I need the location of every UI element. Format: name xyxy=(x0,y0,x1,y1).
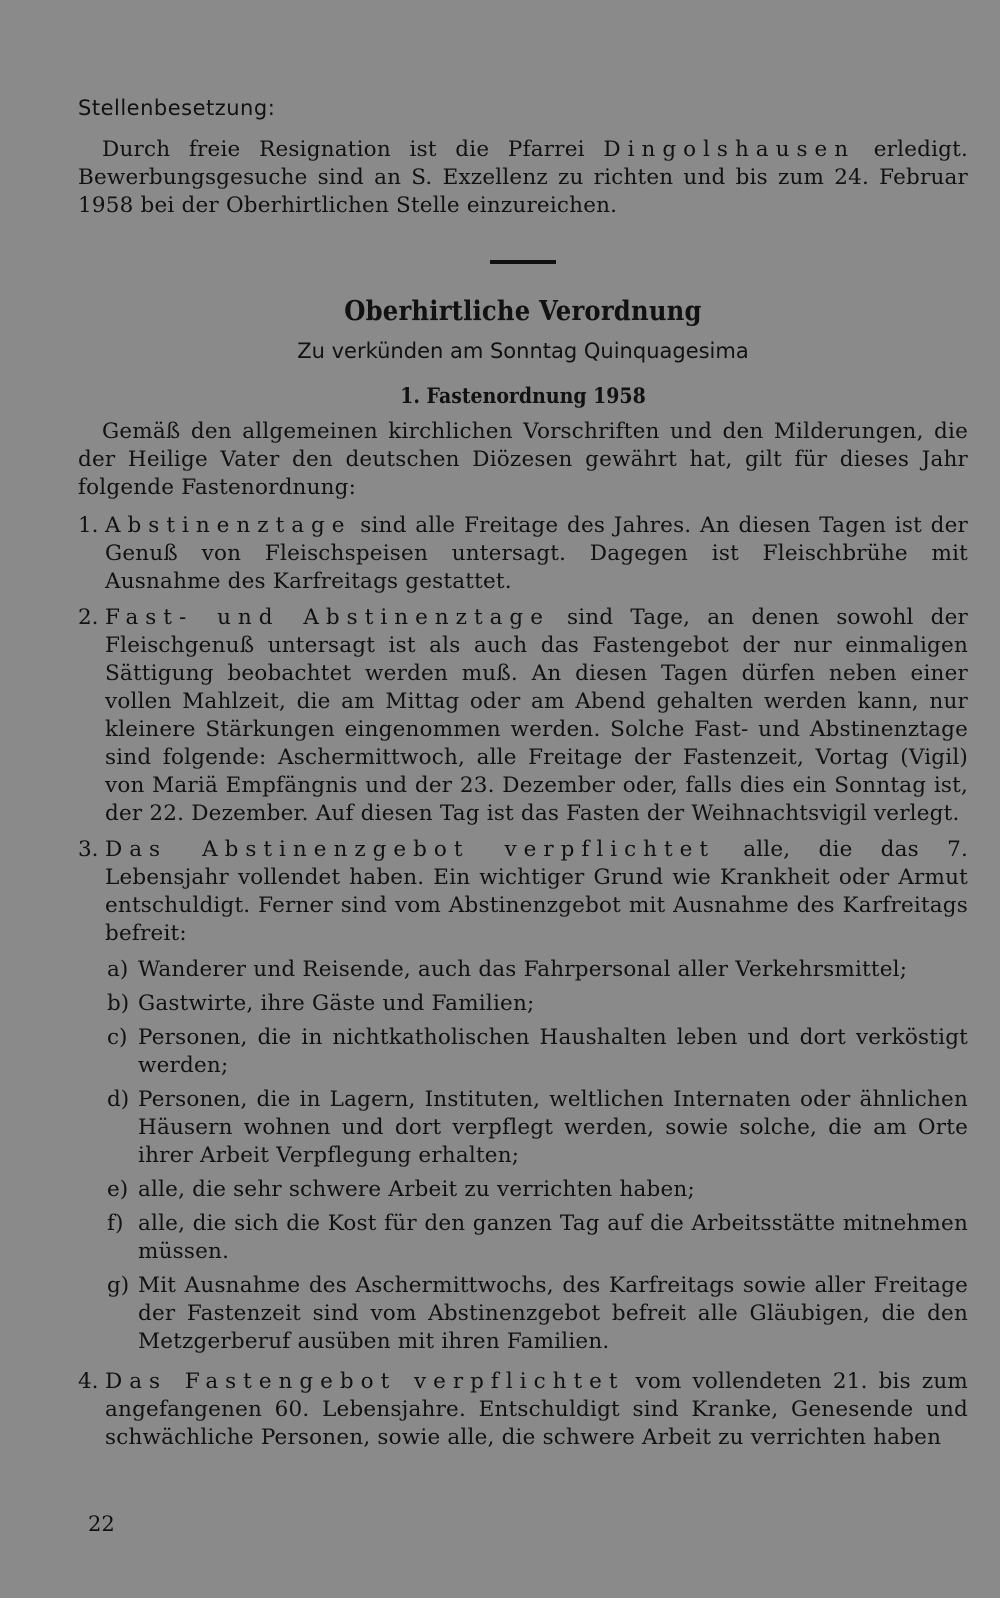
list-item xyxy=(78,604,968,828)
section-title: 1. Fastenordnung 1958 xyxy=(400,383,646,408)
item-heading: Abstinenztage xyxy=(105,513,352,538)
document-page xyxy=(78,96,968,1460)
exemption-letter: e) xyxy=(107,1177,129,1202)
vacancy-text-a: Durch freie Resignation ist die Pfarrei xyxy=(102,137,604,162)
section-label: Stellenbesetzung: xyxy=(78,96,276,120)
exemption-text: alle, die sehr schwere Arbeit zu verrichten haben; xyxy=(138,1177,695,1202)
exemption-item xyxy=(107,990,968,1018)
exemption-text: Gastwirte, ihre Gäste und Familien; xyxy=(138,991,535,1016)
exemption-item xyxy=(107,1024,968,1080)
exemption-item xyxy=(107,1272,968,1356)
exemption-letter: a) xyxy=(107,957,129,982)
exemption-text: alle, die sich die Kost für den ganzen Tag auf die Arbeitsstätte mitnehmen müssen. xyxy=(138,1211,968,1264)
exemption-letter: f) xyxy=(107,1211,124,1236)
page-title: Oberhirtliche Verordnung xyxy=(344,296,702,327)
exemption-letter: g) xyxy=(107,1273,130,1298)
separator-rule xyxy=(490,260,556,264)
item-body: alle, die das 7. Lebensjahr vollendet haben. Ein wichtiger Grund wie Krankheit oder Armut entschuldigt. Ferner sind vom Abstinenzgebot mit Ausnahme des Karfreitags befreit: xyxy=(105,837,969,946)
item-text xyxy=(105,836,968,948)
exemption-item xyxy=(107,1176,968,1204)
item-number: 3. xyxy=(78,837,99,862)
exemption-letter: d) xyxy=(107,1087,130,1112)
vacancy-paragraph xyxy=(78,136,968,220)
item-number: 2. xyxy=(78,605,99,630)
item-body: sind Tage, an denen sowohl der Fleischgenuß untersagt ist als auch das Fastengebot der nur einmaligen Sättigung beobachtet werden muß. An diesen Tagen dürfen neben einer vollen Mahlzeit, die am Mittag oder am Abend gehalten werden kann, nur kleinere Stärkungen eingenommen werden. Solche Fast- und Abstinenztage sind folgende: Aschermittwoch, alle Freitage der Fastenzeit, Vortag (Vigil) von Mariä Empfängnis und der 23. Dezember oder, falls dies ein Sonntag ist, der 22. Dezember. Auf diesen Tag ist das Fasten der Weihnachtsvigil verlegt. xyxy=(105,605,968,826)
page-subtitle: Zu verkünden am Sonntag Quinquagesima xyxy=(297,339,749,363)
exemption-item xyxy=(107,1210,968,1266)
intro-paragraph: Gemäß den allgemeinen kirchlichen Vorschriften und den Milderungen, die der Heilige Vater den deutschen Diözesen gewährt hat, gilt für dieses Jahr folgende Fastenordnung: xyxy=(78,419,968,500)
item-text xyxy=(105,604,968,828)
vacancy-text-b: erledigt. Bewerbungsgesuche sind an S. Exzellenz zu richten und bis zum 24. Februar 1958 bei der Oberhirtlichen Stelle einzureichen. xyxy=(78,137,969,218)
exemption-item xyxy=(107,956,968,984)
exemption-text: Mit Ausnahme des Aschermittwochs, des Karfreitags sowie aller Freitage der Fastenzeit sind vom Abstinenzgebot befreit alle Gläubigen, die den Metzgerberuf ausüben mit ihren Familien. xyxy=(138,1273,968,1354)
page-number: 22 xyxy=(88,1512,115,1536)
exemption-letter: b) xyxy=(107,991,130,1016)
list-item xyxy=(78,1368,968,1452)
exemption-letter: c) xyxy=(107,1025,128,1050)
item-text xyxy=(105,512,968,596)
item-number: 4. xyxy=(78,1369,99,1394)
item-text xyxy=(105,1368,968,1452)
item-body: sind alle Freitage des Jahres. An diesen Tagen ist der Genuß von Fleischspeisen untersagt. Dagegen ist Fleischbrühe mit Ausnahme des Karfreitags gestattet. xyxy=(105,513,968,594)
exemption-item xyxy=(107,1086,968,1170)
item-body: vom vollendeten 21. bis zum angefangenen 60. Lebensjahre. Entschuldigt sind Kranke, Genesende und schwächliche Personen, sowie alle, die schwere Arbeit zu verrichten haben xyxy=(105,1369,968,1450)
parish-name: Dingolshausen xyxy=(603,137,856,162)
list-item xyxy=(78,512,968,596)
item-number: 1. xyxy=(78,513,99,538)
exemption-text: Personen, die in nichtkatholischen Haushalten leben und dort verköstigt werden; xyxy=(138,1025,968,1078)
item-heading: Fast- und Abstinenztage xyxy=(105,605,550,630)
exemption-text: Personen, die in Lagern, Instituten, weltlichen Internaten oder ähnlichen Häusern wohnen und dort verpflegt werden, sowie solche, die am Orte ihrer Arbeit Verpflegung erhalten; xyxy=(138,1087,968,1168)
item-heading: Das Abstinenzgebot verpflichtet xyxy=(105,837,716,862)
item-heading: Das Fastengebot verpflichtet xyxy=(105,1369,625,1394)
exemption-text: Wanderer und Reisende, auch das Fahrpersonal aller Verkehrsmittel; xyxy=(138,957,908,982)
list-item xyxy=(78,836,968,948)
